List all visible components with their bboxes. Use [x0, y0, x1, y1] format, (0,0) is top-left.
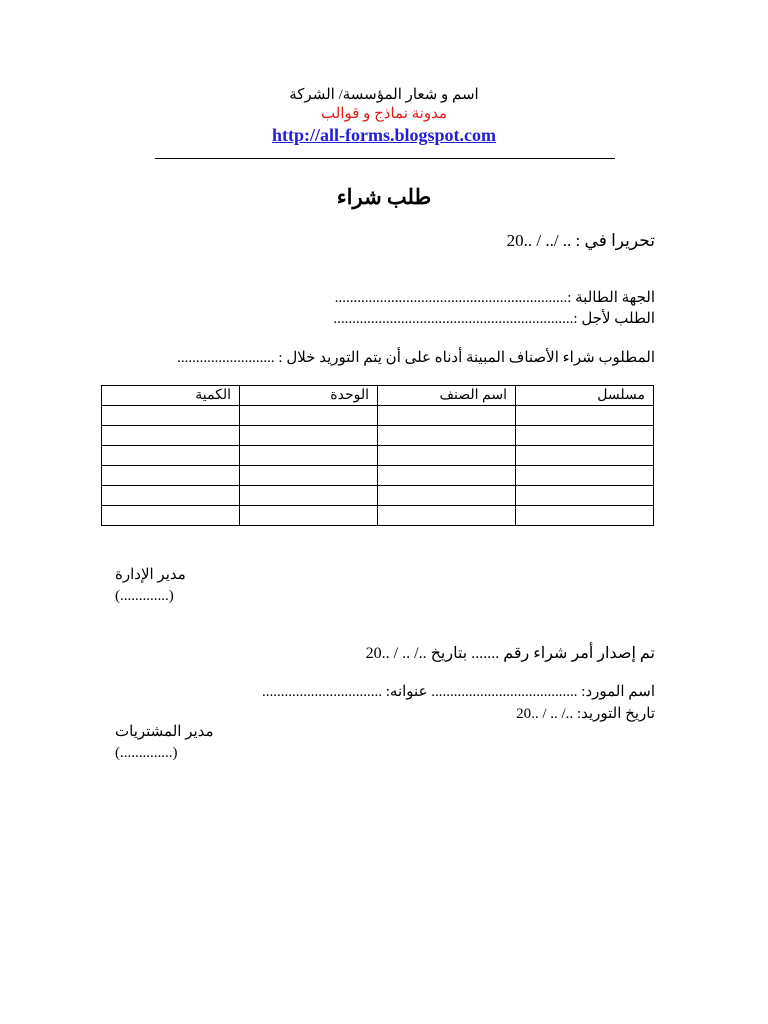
- table-cell: [516, 466, 654, 486]
- blog-name: مدونة نماذج و قوالب: [320, 106, 448, 122]
- table-cell: [240, 406, 378, 426]
- table-cell: [102, 486, 240, 506]
- table-cell: [516, 426, 654, 446]
- table-cell: [240, 486, 378, 506]
- request-purpose-field: الطلب لأجل :................................................................: [333, 311, 655, 327]
- table-cell: [516, 406, 654, 426]
- organization-name-line: اسم و شعار المؤسسة/ الشركة: [289, 87, 479, 103]
- blog-url-link[interactable]: http://all-forms.blogspot.com: [272, 125, 496, 145]
- table-row: [102, 486, 654, 506]
- table-cell: [378, 426, 516, 446]
- table-row: [102, 426, 654, 446]
- table-row: [102, 506, 654, 526]
- table-row: [102, 446, 654, 466]
- column-header-unit: الوحدة: [240, 386, 378, 406]
- table-cell: [378, 486, 516, 506]
- header-divider: [155, 158, 615, 159]
- table-cell: [516, 446, 654, 466]
- table-cell: [378, 506, 516, 526]
- table-cell: [240, 426, 378, 446]
- table-cell: [516, 506, 654, 526]
- purchase-order-issued: تم إصدار أمر شراء رقم ....... بتاريخ ../ .. / ..20: [365, 645, 655, 662]
- purchasing-manager-title: مدير المشتريات: [115, 724, 214, 740]
- supply-date-field: تاريخ التوريد: ../ .. / ..20: [516, 706, 655, 722]
- table-cell: [378, 466, 516, 486]
- purchasing-manager-signature: (..............): [115, 745, 178, 761]
- table-header-row: [102, 386, 654, 406]
- column-header-serial: مسلسل: [516, 386, 654, 406]
- table-cell: [102, 466, 240, 486]
- admin-manager-title: مدير الإدارة: [115, 567, 186, 583]
- table-cell: [102, 406, 240, 426]
- table-cell: [102, 426, 240, 446]
- items-table: [101, 385, 654, 526]
- column-header-item-name: اسم الصنف: [378, 386, 516, 406]
- table-row: [102, 466, 654, 486]
- admin-manager-signature: (.............): [115, 588, 174, 604]
- table-cell: [516, 486, 654, 506]
- table-cell: [240, 506, 378, 526]
- requesting-department-field: الجهة الطالبة :..............................................................: [334, 290, 655, 306]
- supplier-field: اسم المورد: ....................................... عنوانه: ................................: [262, 684, 655, 700]
- blog-url-line: [0, 125, 768, 146]
- table-cell: [240, 446, 378, 466]
- table-cell: [378, 446, 516, 466]
- table-cell: [240, 466, 378, 486]
- table-cell: [102, 506, 240, 526]
- written-on-date: تحريرا في : .. /.. / ..20: [506, 231, 655, 250]
- table-row: [102, 406, 654, 426]
- table-cell: [102, 446, 240, 466]
- table-cell: [378, 406, 516, 426]
- request-statement: المطلوب شراء الأصناف المبينة أدناه على أن يتم التوريد خلال : ..........................: [177, 350, 655, 366]
- form-title: طلب شراء: [336, 185, 432, 209]
- column-header-quantity: الكمية: [102, 386, 240, 406]
